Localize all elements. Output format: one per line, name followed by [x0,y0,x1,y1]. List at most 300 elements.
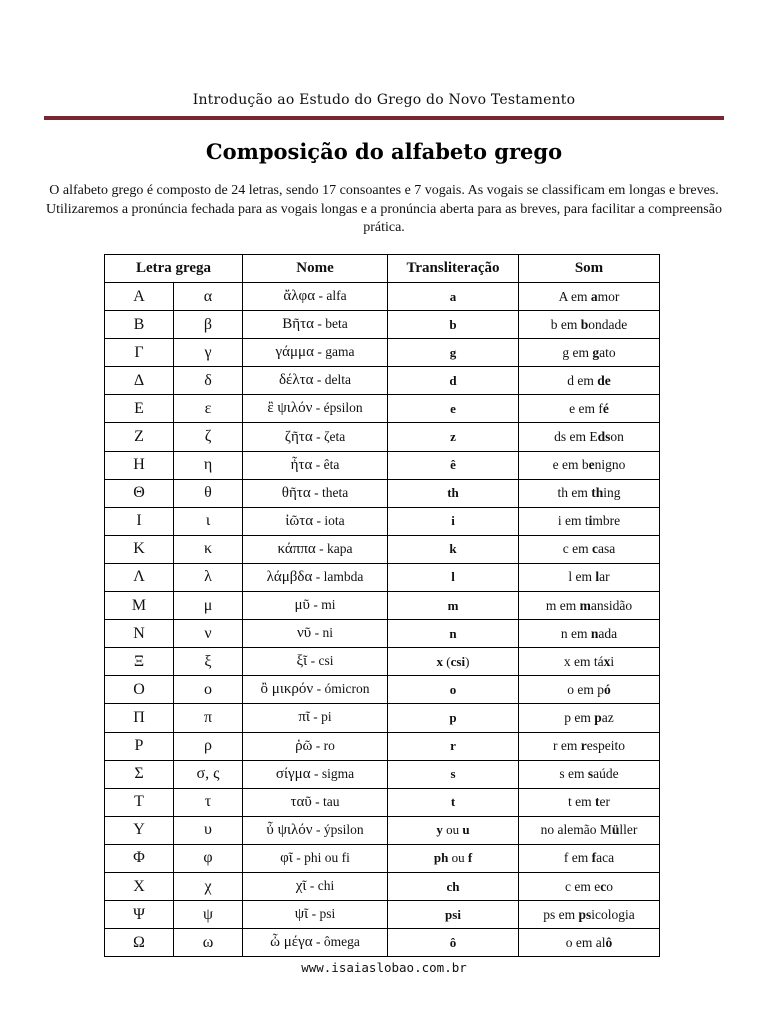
table-row [105,929,660,957]
sound-example [519,367,660,395]
greek-name: μῦ [294,597,310,614]
trans-segment: m [447,597,459,613]
sound-segment: b [580,316,589,332]
trans-segment: ch [446,878,460,894]
letter-name: ἰῶτα - iota [243,507,388,535]
lowercase-letter: β [174,311,243,339]
footer-url: www.isaiaslobao.com.br [301,960,467,975]
sound-segment: n em [560,625,591,641]
sound-example [519,648,660,676]
page-title: Composição do alfabeto grego [205,139,563,164]
sound-segment: g [592,344,600,360]
sound-segment: d [597,372,605,388]
letter-name: φῖ - phi ou fi [243,844,388,872]
table-row [105,816,660,844]
running-header: Introdução ao Estudo do Grego do Novo Testamento [192,92,576,108]
lowercase-letter: μ [174,592,243,620]
sound-segment: ô [605,934,613,950]
lowercase-letter: κ [174,535,243,563]
sound-segment: a [590,288,598,304]
sound-example [519,451,660,479]
uppercase-letter: Λ [105,563,174,591]
trans-segment: b [449,316,457,332]
sound-segment: m em [545,597,580,613]
latin-name: chi [317,878,335,894]
transliteration [388,311,519,339]
sound-segment: ansidão [590,597,633,613]
transliteration [388,788,519,816]
transliteration [388,816,519,844]
sound-segment: ing [603,485,621,501]
sound-example [519,507,660,535]
sound-example [519,395,660,423]
greek-name: ἦτα [290,456,313,473]
trans-segment: y [436,822,443,838]
table-row [105,788,660,816]
sound-example [519,283,660,311]
lowercase-letter: η [174,451,243,479]
lowercase-letter: π [174,704,243,732]
sound-example [519,901,660,929]
trans-segment: ê [450,457,456,473]
uppercase-letter: Η [105,451,174,479]
sound-segment: no alemão M [540,822,612,838]
sound-segment: ps [578,906,592,922]
sound-segment: aúde [593,766,619,782]
transliteration [388,676,519,704]
letter-name: νῦ - ni [243,620,388,648]
sound-segment: o em al [565,934,606,950]
letter-name: χῖ - chi [243,872,388,900]
latin-name: psi [319,906,336,922]
sound-segment: i em t [557,513,589,529]
sound-segment: er [599,794,610,810]
table-row [105,563,660,591]
sound-example [519,563,660,591]
sound-segment: ó [604,681,611,697]
trans-segment: a [449,288,457,304]
sound-segment: mor [597,288,620,304]
sound-segment: x em tá [563,653,604,669]
transliteration [388,844,519,872]
trans-segment: ou [448,850,468,866]
letter-name: ὖ ψιλόν - ýpsilon [243,816,388,844]
greek-name: ὖ ψιλόν [266,821,313,838]
transliteration [388,367,519,395]
latin-name: ômega [323,934,360,950]
table-row [105,704,660,732]
latin-name: beta [325,316,348,332]
transliteration [388,620,519,648]
sound-segment: g em [562,344,593,360]
greek-name: ὦ μέγα [270,934,313,951]
sound-segment: s [587,766,594,782]
greek-name: ῥῶ [295,737,313,754]
table-row [105,648,660,676]
trans-segment: d [449,372,457,388]
trans-segment: o [449,681,457,697]
greek-name: Βῆτα [282,316,314,333]
sound-segment: c [600,878,607,894]
greek-name: θῆτα [281,484,311,501]
greek-name: ψῖ [294,906,309,923]
uppercase-letter: Γ [105,339,174,367]
uppercase-letter: Ω [105,929,174,957]
trans-segment: ou [442,822,463,838]
sound-segment: d em [567,372,598,388]
letter-name: θῆτα - theta [243,479,388,507]
trans-segment: x [436,653,447,669]
table-row [105,479,660,507]
transliteration [388,872,519,900]
sound-example [519,760,660,788]
uppercase-letter: Φ [105,844,174,872]
sound-segment: ds em E [554,429,598,445]
sound-segment: x [603,653,611,669]
transliteration [388,423,519,451]
sound-segment: mbre [592,513,621,529]
transliteration [388,648,519,676]
sound-segment: i [610,653,615,669]
letter-name: ὦ μέγα - ômega [243,929,388,957]
letter-name: ἄλφα - alfa [243,283,388,311]
sound-segment: ds [597,429,611,445]
sound-segment: p [594,709,602,725]
trans-segment: l [451,569,455,585]
greek-name: φῖ [280,849,293,866]
latin-name: mi [321,597,336,613]
letter-name: λάμβδα - lambda [243,563,388,591]
table-row [105,451,660,479]
lowercase-letter: λ [174,563,243,591]
lowercase-letter: ε [174,395,243,423]
table-row [105,283,660,311]
sound-example [519,620,660,648]
header-divider [44,116,724,120]
transliteration [388,535,519,563]
sound-segment: c [592,541,598,557]
sound-segment: ada [598,625,618,641]
greek-name: ταῦ [290,793,312,810]
lowercase-letter: ψ [174,901,243,929]
latin-name: épsilon [323,400,363,416]
letter-name: γάμμα - gama [243,339,388,367]
sound-example [519,732,660,760]
table-header-row [105,255,660,283]
sound-segment: nigno [594,457,626,473]
lowercase-letter: ρ [174,732,243,760]
uppercase-letter: Κ [105,535,174,563]
sound-segment: aca [596,850,615,866]
sound-segment: n [590,625,599,641]
col-header-name: Nome [243,255,388,283]
sound-segment: on [610,429,624,445]
latin-name: kapa [327,540,353,556]
table-row [105,367,660,395]
uppercase-letter: Ξ [105,648,174,676]
greek-name: ὂ μικρόν [260,681,314,698]
table-row [105,507,660,535]
uppercase-letter: Δ [105,367,174,395]
uppercase-letter: Α [105,283,174,311]
sound-segment: f [591,850,597,866]
uppercase-letter: Ψ [105,901,174,929]
sound-segment: l [595,569,600,585]
sound-segment: b em [550,316,581,332]
lowercase-letter: ι [174,507,243,535]
uppercase-letter: Ν [105,620,174,648]
col-header-translit: Transliteração [388,255,519,283]
uppercase-letter: Σ [105,760,174,788]
uppercase-letter: Τ [105,788,174,816]
letter-name: ἦτα - êta [243,451,388,479]
lowercase-letter: ο [174,676,243,704]
trans-segment: csi [450,653,466,669]
sound-example [519,872,660,900]
sound-segment: f em [563,850,592,866]
sound-segment: icologia [591,906,635,922]
table-row [105,760,660,788]
trans-segment: i [451,513,455,529]
sound-example [519,929,660,957]
transliteration [388,339,519,367]
letter-name: σίγμα - sigma [243,760,388,788]
latin-name: iota [324,512,345,528]
latin-name: ζeta [323,428,346,444]
table-row [105,311,660,339]
trans-segment: psi [445,906,461,922]
greek-name: πῖ [298,709,310,726]
lowercase-letter: υ [174,816,243,844]
lowercase-letter: τ [174,788,243,816]
transliteration [388,451,519,479]
sound-segment: t [595,794,600,810]
sound-segment: ps em [543,906,579,922]
uppercase-letter: Υ [105,816,174,844]
latin-name: ýpsilon [323,821,364,837]
trans-segment: f [467,850,473,866]
sound-segment: r em [553,738,581,754]
table-row [105,620,660,648]
latin-name: ómicron [324,681,370,697]
letter-name: ζῆτα - ζeta [243,423,388,451]
latin-name: delta [324,372,352,388]
trans-segment: r [450,738,456,754]
sound-segment: i [588,513,593,529]
lowercase-letter: δ [174,367,243,395]
sound-example [519,788,660,816]
latin-name: êta [323,456,340,472]
letter-name: ψῖ - psi [243,901,388,929]
sound-segment: A em [558,288,591,304]
greek-name: δέλτα [278,372,314,389]
sound-segment: e em f [569,400,603,416]
sound-segment: espeito [586,738,625,754]
latin-name: csi [318,653,334,669]
letter-name: ὂ μικρόν - ómicron [243,676,388,704]
sound-example [519,479,660,507]
table-row [105,844,660,872]
sound-segment: c em e [565,878,601,894]
table-row [105,901,660,929]
sound-segment: l em [568,569,596,585]
col-header-sound: Som [519,255,660,283]
uppercase-letter: Χ [105,872,174,900]
alphabet-table [104,254,660,957]
lowercase-letter: ν [174,620,243,648]
table-row [105,339,660,367]
transliteration [388,732,519,760]
latin-name: lambda [323,568,364,584]
latin-name: phi ou fi [304,849,350,865]
greek-name: ἄλφα [283,288,316,305]
letter-name: Βῆτα - beta [243,311,388,339]
table-row [105,732,660,760]
sound-example [519,535,660,563]
greek-name: ζῆτα [284,428,313,445]
letter-name: μῦ - mi [243,592,388,620]
greek-name: κάππα [277,540,316,557]
uppercase-letter: Μ [105,592,174,620]
uppercase-letter: Ε [105,395,174,423]
trans-segment: s [450,766,456,782]
sound-example [519,339,660,367]
trans-segment: p [449,709,457,725]
sound-segment: th em [557,485,592,501]
uppercase-letter: Ρ [105,732,174,760]
latin-name: pi [321,709,332,725]
sound-segment: ü [611,822,620,838]
letter-name: ἒ ψιλόν - épsilon [243,395,388,423]
lowercase-letter: φ [174,844,243,872]
greek-name: νῦ [297,625,312,642]
uppercase-letter: Ι [105,507,174,535]
lowercase-letter: θ [174,479,243,507]
lowercase-letter: α [174,283,243,311]
sound-segment: ato [599,344,616,360]
transliteration [388,704,519,732]
sound-segment: ller [619,822,638,838]
trans-segment: t [450,794,456,810]
sound-example [519,676,660,704]
intro-paragraph: O alfabeto grego é composto de 24 letras, sendo 17 consoantes e 7 vogais. As vogais se classificam em longas e breves. Utilizaremos a pronúncia fechada para as vogais longas e a pronúncia aberta para as breves, para facilitar a compreensão prática. [46,183,722,235]
table-row [105,535,660,563]
trans-segment: z [450,429,456,445]
sound-example [519,704,660,732]
latin-name: sigma [321,765,355,781]
trans-segment: g [449,344,457,360]
trans-segment: n [449,625,457,641]
uppercase-letter: Π [105,704,174,732]
table-row [105,423,660,451]
latin-name: gama [325,344,355,360]
uppercase-letter: Ο [105,676,174,704]
transliteration [388,563,519,591]
lowercase-letter: γ [174,339,243,367]
greek-name: ξῖ [296,653,308,670]
letter-name: ξῖ - csi [243,648,388,676]
sound-segment: r [580,738,587,754]
sound-segment: m [579,597,591,613]
letter-name: πῖ - pi [243,704,388,732]
table-row [105,872,660,900]
trans-segment: ) [465,653,470,669]
sound-segment: s em [559,766,588,782]
transliteration [388,901,519,929]
greek-name: σίγμα [275,765,311,782]
letter-name: ῥῶ - ro [243,732,388,760]
sound-segment: p em [564,709,595,725]
lowercase-letter: ζ [174,423,243,451]
sound-segment: c em [562,541,592,557]
sound-segment: e [588,457,595,473]
transliteration [388,760,519,788]
transliteration [388,395,519,423]
table-row [105,676,660,704]
col-header-letter: Letra grega [105,255,243,283]
sound-segment: t em [568,794,595,810]
sound-example [519,423,660,451]
latin-name: ro [323,737,335,753]
latin-name: alfa [326,288,347,304]
letter-name: δέλτα - delta [243,367,388,395]
sound-segment: o [606,878,613,894]
trans-segment: ô [449,934,457,950]
greek-name: ἒ ψιλόν [267,400,313,417]
letter-name: ταῦ - tau [243,788,388,816]
sound-segment: ondade [588,316,628,332]
transliteration [388,592,519,620]
latin-name: ni [322,625,333,641]
sound-example [519,311,660,339]
greek-name: γάμμα [275,344,314,361]
trans-segment: e [450,400,456,416]
sound-segment: asa [598,541,616,557]
lowercase-letter: ξ [174,648,243,676]
trans-segment: ph [433,850,449,866]
sound-segment: e em b [552,457,589,473]
sound-segment: th [591,485,604,501]
sound-example [519,816,660,844]
transliteration [388,929,519,957]
greek-name: χῖ [295,878,307,895]
latin-name: tau [323,793,340,809]
uppercase-letter: Ζ [105,423,174,451]
sound-segment: az [601,709,614,725]
table-row [105,395,660,423]
latin-name: theta [321,484,349,500]
lowercase-letter: χ [174,872,243,900]
transliteration [388,479,519,507]
trans-segment: th [447,485,459,501]
lowercase-letter: ω [174,929,243,957]
sound-segment: ar [599,569,610,585]
sound-example [519,592,660,620]
sound-example [519,844,660,872]
lowercase-letter: σ, ς [174,760,243,788]
letter-name: κάππα - kapa [243,535,388,563]
sound-segment: e [604,372,611,388]
uppercase-letter: Β [105,311,174,339]
sound-segment: o em p [567,681,604,697]
table-row [105,592,660,620]
trans-segment: k [449,541,457,557]
trans-segment: u [462,822,470,838]
greek-name: λάμβδα [266,568,313,585]
transliteration [388,507,519,535]
greek-name: ἰῶτα [285,512,314,529]
trans-segment: ( [446,653,451,669]
